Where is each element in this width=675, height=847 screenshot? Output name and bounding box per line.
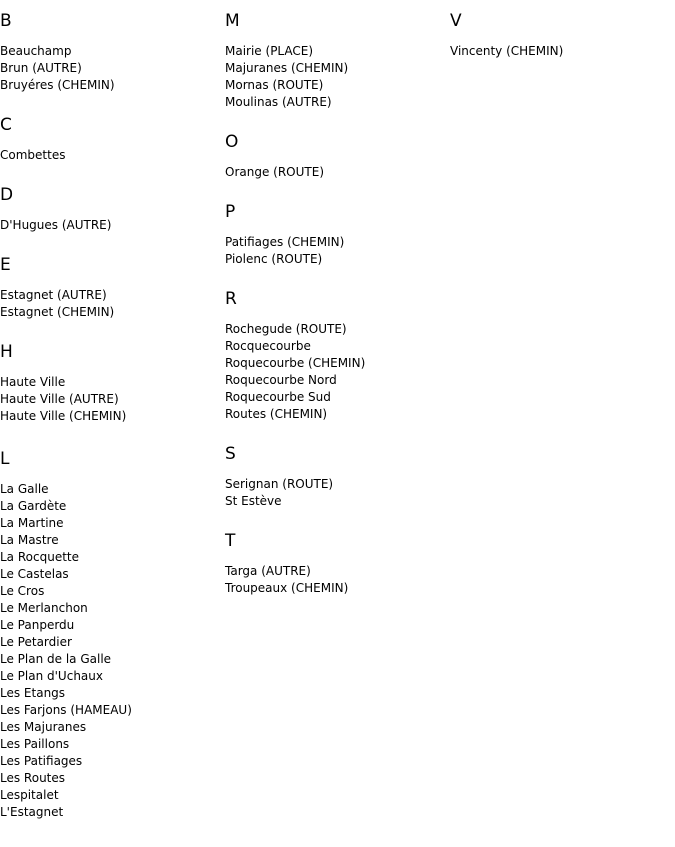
street-entry[interactable]: Haute Ville (AUTRE) (0, 392, 119, 406)
street-entry[interactable]: Lespitalet (0, 788, 59, 802)
street-entry[interactable]: Le Castelas (0, 567, 69, 581)
section-letter: B (0, 11, 12, 31)
street-entry[interactable]: L'Estagnet (0, 805, 64, 819)
street-entry[interactable]: St Estève (225, 494, 282, 508)
street-entry[interactable]: Brun (AUTRE) (0, 61, 82, 75)
street-entry[interactable]: Le Merlanchon (0, 601, 88, 615)
section-l (0, 448, 220, 821)
street-entry[interactable]: Les Routes (0, 771, 66, 785)
street-entry[interactable]: Majuranes (CHEMIN) (225, 61, 349, 75)
street-entry[interactable]: Combettes (0, 148, 66, 162)
section-letter: P (225, 202, 236, 222)
street-entry[interactable]: La Gardète (0, 499, 67, 513)
street-entry[interactable]: La Galle (0, 482, 49, 496)
street-entry[interactable]: La Mastre (0, 533, 59, 547)
section-e (0, 254, 220, 321)
street-index-column-2 (225, 10, 445, 617)
section-letter: E (0, 255, 11, 275)
street-entry[interactable]: Vincenty (CHEMIN) (450, 44, 564, 58)
section-letter: V (450, 11, 462, 31)
section-t (225, 530, 445, 597)
section-r (225, 288, 445, 423)
street-entry[interactable]: La Martine (0, 516, 64, 530)
street-entry[interactable]: Estagnet (AUTRE) (0, 288, 107, 302)
street-entry[interactable]: Targa (AUTRE) (225, 564, 311, 578)
street-entry[interactable]: Beauchamp (0, 44, 72, 58)
street-entry[interactable]: Roquecourbe Sud (225, 390, 331, 404)
street-entry[interactable]: Mornas (ROUTE) (225, 78, 324, 92)
section-letter: T (225, 531, 236, 551)
street-entry[interactable]: Les Patifiages (0, 754, 83, 768)
street-entry[interactable]: Estagnet (CHEMIN) (0, 305, 115, 319)
section-c (0, 114, 220, 164)
street-entry[interactable]: Le Panperdu (0, 618, 75, 632)
section-d (0, 184, 220, 234)
street-index-column-1 (0, 10, 220, 841)
section-h (0, 341, 220, 425)
section-v (450, 10, 670, 60)
section-letter: L (0, 449, 10, 469)
street-entry[interactable]: Les Majuranes (0, 720, 87, 734)
section-letter: C (0, 115, 12, 135)
street-entry[interactable]: Le Plan d'Uchaux (0, 669, 103, 683)
street-entry[interactable]: Les Farjons (HAMEAU) (0, 703, 132, 717)
street-entry[interactable]: Routes (CHEMIN) (225, 407, 328, 421)
street-entry[interactable]: Roquecourbe (CHEMIN) (225, 356, 366, 370)
street-entry[interactable]: Bruyéres (CHEMIN) (0, 78, 115, 92)
street-entry[interactable]: Roquecourbe Nord (225, 373, 337, 387)
section-letter: O (225, 132, 239, 152)
street-entry[interactable]: Haute Ville (0, 375, 66, 389)
section-p (225, 201, 445, 268)
street-entry[interactable]: Moulinas (AUTRE) (225, 95, 332, 109)
section-letter: R (225, 289, 237, 309)
street-entry[interactable]: Piolenc (ROUTE) (225, 252, 323, 266)
section-b (0, 10, 220, 94)
street-entry[interactable]: La Rocquette (0, 550, 79, 564)
street-entry[interactable]: D'Hugues (AUTRE) (0, 218, 112, 232)
section-letter: H (0, 342, 13, 362)
street-entry[interactable]: Les Etangs (0, 686, 66, 700)
section-m (225, 10, 445, 111)
section-letter: S (225, 444, 236, 464)
street-entry[interactable]: Le Petardier (0, 635, 72, 649)
street-entry[interactable]: Le Cros (0, 584, 45, 598)
street-entry[interactable]: Le Plan de la Galle (0, 652, 112, 666)
street-entry[interactable]: Rochegude (ROUTE) (225, 322, 347, 336)
street-entry[interactable]: Orange (ROUTE) (225, 165, 324, 179)
street-entry[interactable]: Haute Ville (CHEMIN) (0, 409, 127, 423)
street-entry[interactable]: Troupeaux (CHEMIN) (225, 581, 349, 595)
section-letter: D (0, 185, 14, 205)
section-o (225, 131, 445, 181)
street-entry[interactable]: Patifiages (CHEMIN) (225, 235, 345, 249)
street-entry[interactable]: Rocquecourbe (225, 339, 311, 353)
street-entry[interactable]: Serignan (ROUTE) (225, 477, 334, 491)
street-index-column-3 (450, 10, 670, 80)
street-entry[interactable]: Mairie (PLACE) (225, 44, 314, 58)
section-letter: M (225, 11, 240, 31)
street-entry[interactable]: Les Paillons (0, 737, 70, 751)
section-s (225, 443, 445, 510)
